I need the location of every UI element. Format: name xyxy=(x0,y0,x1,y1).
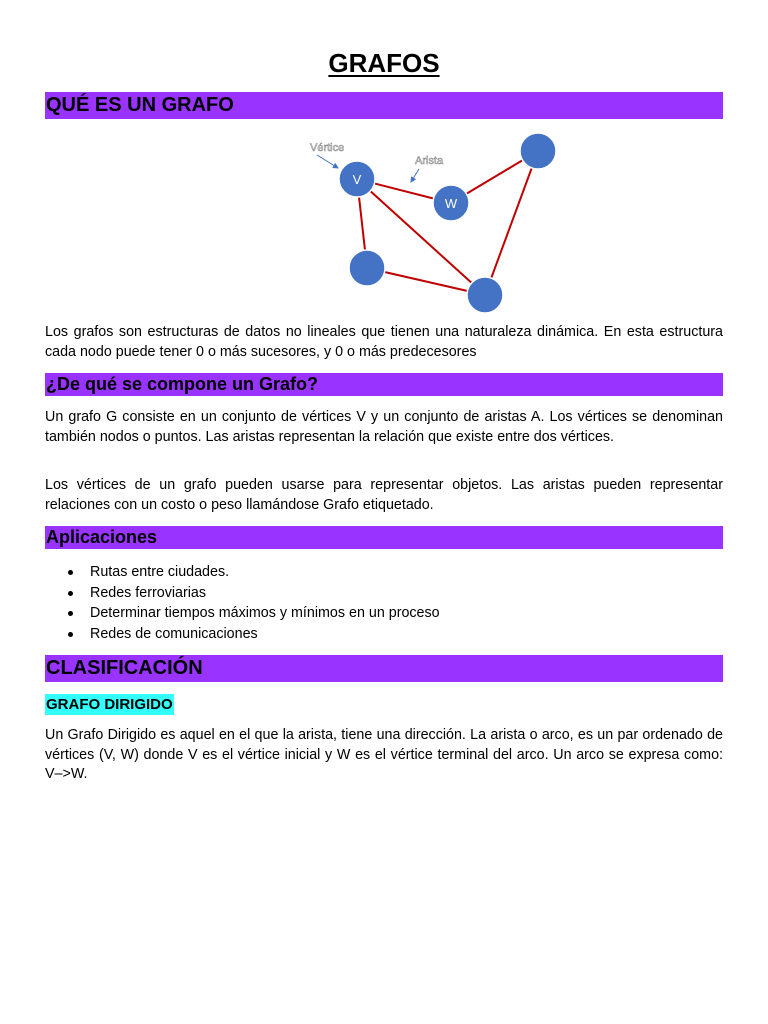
section-heading-que-es: QUÉ ES UN GRAFO xyxy=(45,92,723,119)
subheading-grafo-dirigido: GRAFO DIRIGIDO xyxy=(46,696,173,713)
que-es-paragraph: Los grafos son estructuras de datos no lineales que tienen una naturaleza dinámica. En esta estructura cada nodo puede tener 0 o más sucesores, y 0 o más predecesores xyxy=(45,324,723,360)
node-left xyxy=(349,250,385,286)
node-w-label: W xyxy=(444,196,458,211)
list-item: Rutas entre ciudades. xyxy=(45,562,723,583)
section-heading-aplicaciones: Aplicaciones xyxy=(45,526,723,549)
compone-paragraph-2: Los vértices de un grafo pueden usarse para representar objetos. Las aristas pueden representar relaciones con un costo o peso llamándose Grafo etiquetado. xyxy=(45,477,723,513)
list-item: Redes ferroviarias xyxy=(45,583,723,604)
arista-label: Arista xyxy=(415,155,444,167)
node-v-label: V xyxy=(352,172,362,187)
graph-diagram xyxy=(255,127,565,317)
section-heading-compone: ¿De qué se compone un Grafo? xyxy=(45,373,723,396)
section-heading-clasificacion: CLASIFICACIÓN xyxy=(45,655,723,682)
list-item: Determinar tiempos máximos y mínimos en un proceso xyxy=(45,603,723,624)
list-item: Redes de comunicaciones xyxy=(45,624,723,645)
vertice-pointer-arrow xyxy=(317,155,338,168)
node-bottom xyxy=(467,277,503,313)
arista-pointer-arrow xyxy=(411,169,419,182)
vertice-label: Vértice xyxy=(310,142,345,154)
edge-top-bottom xyxy=(485,151,538,295)
grafo-dirigido-paragraph: Un Grafo Dirigido es aquel en el que la arista, tiene una dirección. La arista o arco, es un par ordenado de vértices (V, W) donde V es el vértice inicial y W es el vértice terminal del arco. Un arco se expresa como: V–>W. xyxy=(45,727,723,782)
compone-paragraph-1: Un grafo G consiste en un conjunto de vértices V y un conjunto de aristas A. Los vértices se denominan también nodos o puntos. Las aristas representan la relación que existe entre dos vértices. xyxy=(45,409,723,445)
node-top-right xyxy=(520,133,556,169)
document-title: GRAFOS xyxy=(328,48,440,78)
aplicaciones-list xyxy=(45,562,723,645)
